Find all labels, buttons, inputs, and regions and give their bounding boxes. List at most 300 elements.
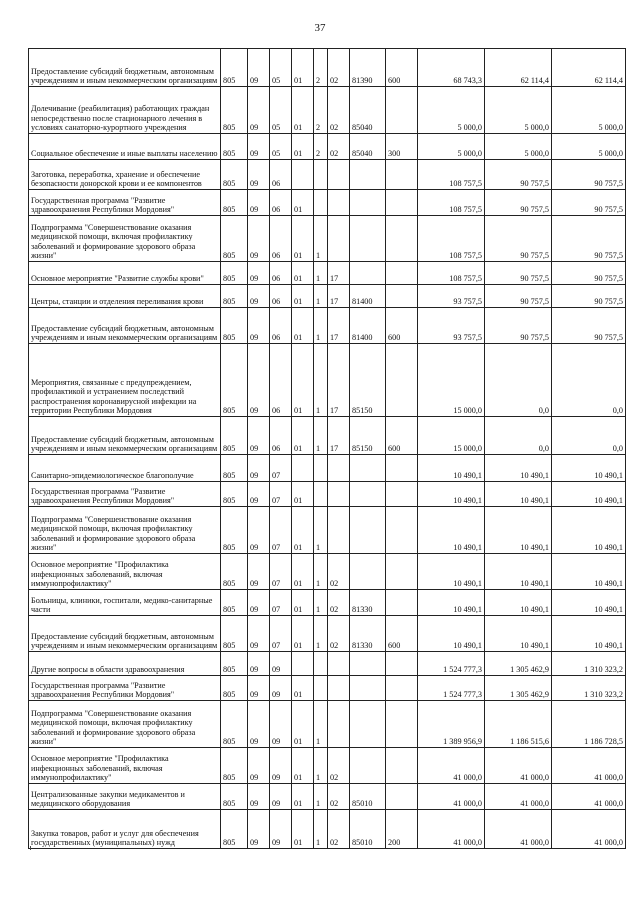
amount-year-1-cell: 10 490,1 xyxy=(418,590,485,616)
amount-year-2-cell: 5 000,0 xyxy=(485,134,552,160)
amount-year-1-cell: 1 524 777,3 xyxy=(418,652,485,676)
subsection-code-cell: 05 xyxy=(270,87,292,134)
program-code-3-cell: 02 xyxy=(328,554,350,590)
section-code-cell: 09 xyxy=(248,308,270,344)
program-code-1-cell: 01 xyxy=(292,748,314,784)
ved-code-cell: 805 xyxy=(221,701,248,748)
expense-type-code-cell xyxy=(386,344,418,417)
name-cell: Центры, станции и отделения переливания крови xyxy=(29,285,221,308)
program-code-4-cell xyxy=(350,676,386,701)
program-code-4-cell xyxy=(350,652,386,676)
table-row xyxy=(29,216,626,262)
name-cell: Предоставление субсидий бюджетным, автономным учреждениям и иным некоммерческим организациям xyxy=(29,417,221,455)
amount-year-1-cell: 68 743,3 xyxy=(418,49,485,87)
program-code-4-cell xyxy=(350,507,386,554)
expense-type-code-cell: 200 xyxy=(386,810,418,849)
ved-code-cell: 805 xyxy=(221,784,248,810)
name-cell: Подпрограмма "Совершенствование оказания медицинской помощи, включая профилактику заболеваний и формирование здорового образа жизни" xyxy=(29,216,221,262)
name-cell: Централизованные закупки медикаментов и медицинского оборудования xyxy=(29,784,221,810)
amount-year-1-cell: 108 757,5 xyxy=(418,262,485,285)
section-code-cell: 09 xyxy=(248,87,270,134)
program-code-1-cell: 01 xyxy=(292,308,314,344)
expense-type-code-cell xyxy=(386,590,418,616)
subsection-code-cell: 06 xyxy=(270,160,292,190)
amount-year-2-cell: 10 490,1 xyxy=(485,507,552,554)
ved-code-cell: 805 xyxy=(221,160,248,190)
program-code-3-cell: 02 xyxy=(328,616,350,652)
amount-year-3-cell: 10 490,1 xyxy=(552,455,626,482)
program-code-4-cell xyxy=(350,262,386,285)
program-code-2-cell: 1 xyxy=(314,784,328,810)
name-cell: Предоставление субсидий бюджетным, автономным учреждениям и иным некоммерческим организациям xyxy=(29,308,221,344)
amount-year-1-cell: 10 490,1 xyxy=(418,554,485,590)
table-row xyxy=(29,308,626,344)
program-code-3-cell xyxy=(328,190,350,216)
program-code-4-cell xyxy=(350,216,386,262)
ved-code-cell: 805 xyxy=(221,285,248,308)
subsection-code-cell: 06 xyxy=(270,308,292,344)
program-code-1-cell: 01 xyxy=(292,216,314,262)
amount-year-2-cell: 41 000,0 xyxy=(485,810,552,849)
section-code-cell: 09 xyxy=(248,784,270,810)
amount-year-3-cell: 0,0 xyxy=(552,344,626,417)
subsection-code-cell: 09 xyxy=(270,748,292,784)
expense-type-code-cell: 600 xyxy=(386,49,418,87)
expense-type-code-cell xyxy=(386,748,418,784)
table-row xyxy=(29,748,626,784)
name-cell: Государственная программа "Развитие здравоохранения Республики Мордовия" xyxy=(29,482,221,507)
name-cell: Долечивание (реабилитация) работающих граждан непосредственно после стационарного лечения в условиях санаторно-курортного учреждения xyxy=(29,87,221,134)
amount-year-3-cell: 1 310 323,2 xyxy=(552,676,626,701)
table-row xyxy=(29,344,626,417)
amount-year-3-cell: 41 000,0 xyxy=(552,784,626,810)
amount-year-1-cell: 93 757,5 xyxy=(418,285,485,308)
program-code-4-cell: 85040 xyxy=(350,87,386,134)
program-code-2-cell: 1 xyxy=(314,748,328,784)
subsection-code-cell: 05 xyxy=(270,49,292,87)
program-code-1-cell: 01 xyxy=(292,417,314,455)
amount-year-1-cell: 10 490,1 xyxy=(418,507,485,554)
program-code-4-cell xyxy=(350,482,386,507)
program-code-2-cell: 1 xyxy=(314,285,328,308)
subsection-code-cell: 07 xyxy=(270,507,292,554)
subsection-code-cell: 09 xyxy=(270,784,292,810)
name-cell: Другие вопросы в области здравоохранения xyxy=(29,652,221,676)
table-row xyxy=(29,507,626,554)
program-code-4-cell: 85150 xyxy=(350,344,386,417)
ved-code-cell: 805 xyxy=(221,676,248,701)
amount-year-1-cell: 93 757,5 xyxy=(418,308,485,344)
amount-year-2-cell: 10 490,1 xyxy=(485,554,552,590)
section-code-cell: 09 xyxy=(248,344,270,417)
program-code-3-cell xyxy=(328,652,350,676)
program-code-1-cell: 01 xyxy=(292,87,314,134)
program-code-4-cell xyxy=(350,748,386,784)
section-code-cell: 09 xyxy=(248,285,270,308)
ved-code-cell: 805 xyxy=(221,134,248,160)
subsection-code-cell: 05 xyxy=(270,134,292,160)
name-cell: Подпрограмма "Совершенствование оказания медицинской помощи, включая профилактику заболеваний и формирование здорового образа жизни" xyxy=(29,507,221,554)
program-code-3-cell: 17 xyxy=(328,262,350,285)
amount-year-3-cell: 62 114,4 xyxy=(552,49,626,87)
subsection-code-cell: 06 xyxy=(270,262,292,285)
program-code-1-cell: 01 xyxy=(292,676,314,701)
subsection-code-cell: 06 xyxy=(270,190,292,216)
program-code-1-cell: 01 xyxy=(292,784,314,810)
expense-type-code-cell xyxy=(386,262,418,285)
subsection-code-cell: 07 xyxy=(270,554,292,590)
program-code-1-cell: 01 xyxy=(292,190,314,216)
expense-type-code-cell xyxy=(386,784,418,810)
amount-year-1-cell: 5 000,0 xyxy=(418,87,485,134)
program-code-4-cell: 81330 xyxy=(350,590,386,616)
name-cell: Основное мероприятие "Профилактика инфекционных заболеваний, включая иммунопрофилактику" xyxy=(29,554,221,590)
amount-year-2-cell: 41 000,0 xyxy=(485,748,552,784)
ved-code-cell: 805 xyxy=(221,190,248,216)
expense-type-code-cell: 600 xyxy=(386,417,418,455)
program-code-2-cell: 1 xyxy=(314,308,328,344)
subsection-code-cell: 07 xyxy=(270,455,292,482)
ved-code-cell: 805 xyxy=(221,455,248,482)
ved-code-cell: 805 xyxy=(221,554,248,590)
amount-year-3-cell: 10 490,1 xyxy=(552,507,626,554)
amount-year-2-cell: 10 490,1 xyxy=(485,455,552,482)
program-code-3-cell: 02 xyxy=(328,810,350,849)
program-code-3-cell: 02 xyxy=(328,748,350,784)
name-cell: Социальное обеспечение и иные выплаты населению xyxy=(29,134,221,160)
amount-year-3-cell: 10 490,1 xyxy=(552,590,626,616)
program-code-1-cell xyxy=(292,455,314,482)
program-code-2-cell: 2 xyxy=(314,87,328,134)
table-row xyxy=(29,616,626,652)
section-code-cell: 09 xyxy=(248,590,270,616)
program-code-4-cell: 85040 xyxy=(350,134,386,160)
table-row xyxy=(29,554,626,590)
ved-code-cell: 805 xyxy=(221,49,248,87)
table-row xyxy=(29,784,626,810)
amount-year-1-cell: 5 000,0 xyxy=(418,134,485,160)
expense-type-code-cell: 600 xyxy=(386,308,418,344)
program-code-3-cell: 02 xyxy=(328,590,350,616)
amount-year-2-cell: 1 186 515,6 xyxy=(485,701,552,748)
program-code-2-cell: 1 xyxy=(314,554,328,590)
amount-year-2-cell: 62 114,4 xyxy=(485,49,552,87)
subsection-code-cell: 06 xyxy=(270,285,292,308)
program-code-1-cell: 01 xyxy=(292,616,314,652)
section-code-cell: 09 xyxy=(248,616,270,652)
expense-type-code-cell: 300 xyxy=(386,134,418,160)
table-row xyxy=(29,49,626,87)
program-code-1-cell: 01 xyxy=(292,590,314,616)
program-code-3-cell: 17 xyxy=(328,417,350,455)
program-code-4-cell: 81400 xyxy=(350,308,386,344)
program-code-2-cell: 1 xyxy=(314,590,328,616)
program-code-2-cell xyxy=(314,676,328,701)
subsection-code-cell: 07 xyxy=(270,590,292,616)
section-code-cell: 09 xyxy=(248,507,270,554)
program-code-1-cell: 01 xyxy=(292,810,314,849)
program-code-4-cell: 81390 xyxy=(350,49,386,87)
program-code-2-cell: 1 xyxy=(314,262,328,285)
amount-year-1-cell: 41 000,0 xyxy=(418,810,485,849)
program-code-2-cell: 2 xyxy=(314,49,328,87)
program-code-1-cell: 01 xyxy=(292,134,314,160)
ved-code-cell: 805 xyxy=(221,616,248,652)
amount-year-3-cell: 1 186 728,5 xyxy=(552,701,626,748)
section-code-cell: 09 xyxy=(248,554,270,590)
amount-year-2-cell: 10 490,1 xyxy=(485,616,552,652)
section-code-cell: 09 xyxy=(248,810,270,849)
expense-type-code-cell xyxy=(386,160,418,190)
program-code-3-cell xyxy=(328,160,350,190)
name-cell: Основное мероприятие "Развитие службы крови" xyxy=(29,262,221,285)
program-code-3-cell xyxy=(328,216,350,262)
amount-year-2-cell: 90 757,5 xyxy=(485,262,552,285)
ved-code-cell: 805 xyxy=(221,652,248,676)
program-code-3-cell xyxy=(328,676,350,701)
program-code-4-cell xyxy=(350,190,386,216)
ved-code-cell: 805 xyxy=(221,308,248,344)
expense-type-code-cell xyxy=(386,652,418,676)
subsection-code-cell: 06 xyxy=(270,344,292,417)
section-code-cell: 09 xyxy=(248,482,270,507)
program-code-2-cell: 1 xyxy=(314,616,328,652)
amount-year-2-cell: 90 757,5 xyxy=(485,285,552,308)
ved-code-cell: 805 xyxy=(221,262,248,285)
amount-year-3-cell: 90 757,5 xyxy=(552,308,626,344)
name-cell: Заготовка, переработка, хранение и обеспечение безопасности донорской крови и ее компонентов xyxy=(29,160,221,190)
amount-year-2-cell: 90 757,5 xyxy=(485,160,552,190)
program-code-1-cell: 01 xyxy=(292,285,314,308)
ved-code-cell: 805 xyxy=(221,482,248,507)
program-code-1-cell: 01 xyxy=(292,507,314,554)
table-row xyxy=(29,676,626,701)
amount-year-2-cell: 5 000,0 xyxy=(485,87,552,134)
program-code-2-cell xyxy=(314,482,328,507)
expense-type-code-cell xyxy=(386,455,418,482)
program-code-3-cell: 17 xyxy=(328,308,350,344)
name-cell: Основное мероприятие "Профилактика инфекционных заболеваний, включая иммунопрофилактику" xyxy=(29,748,221,784)
ved-code-cell: 805 xyxy=(221,216,248,262)
program-code-3-cell: 02 xyxy=(328,49,350,87)
expense-type-code-cell xyxy=(386,87,418,134)
section-code-cell: 09 xyxy=(248,652,270,676)
amount-year-2-cell: 10 490,1 xyxy=(485,590,552,616)
expense-type-code-cell xyxy=(386,285,418,308)
name-cell: Закупка товаров, работ и услуг для обеспечения государственных (муниципальных) нужд xyxy=(29,810,221,849)
program-code-2-cell xyxy=(314,652,328,676)
amount-year-3-cell: 41 000,0 xyxy=(552,748,626,784)
program-code-4-cell: 85010 xyxy=(350,810,386,849)
name-cell: Государственная программа "Развитие здравоохранения Республики Мордовия" xyxy=(29,190,221,216)
expense-type-code-cell xyxy=(386,676,418,701)
ved-code-cell: 805 xyxy=(221,590,248,616)
section-code-cell: 09 xyxy=(248,417,270,455)
amount-year-2-cell: 1 305 462,9 xyxy=(485,676,552,701)
table-row xyxy=(29,87,626,134)
amount-year-2-cell: 0,0 xyxy=(485,417,552,455)
program-code-4-cell: 81330 xyxy=(350,616,386,652)
program-code-4-cell: 81400 xyxy=(350,285,386,308)
program-code-2-cell: 1 xyxy=(314,216,328,262)
program-code-4-cell xyxy=(350,554,386,590)
expense-type-code-cell: 600 xyxy=(386,616,418,652)
subsection-code-cell: 07 xyxy=(270,482,292,507)
table-body xyxy=(29,49,626,849)
program-code-1-cell: 01 xyxy=(292,344,314,417)
section-code-cell: 09 xyxy=(248,216,270,262)
name-cell: Предоставление субсидий бюджетным, автономным учреждениям и иным некоммерческим организациям xyxy=(29,49,221,87)
section-code-cell: 09 xyxy=(248,455,270,482)
amount-year-1-cell: 15 000,0 xyxy=(418,344,485,417)
ved-code-cell: 805 xyxy=(221,748,248,784)
name-cell: Подпрограмма "Совершенствование оказания медицинской помощи, включая профилактику заболеваний и формирование здорового образа жизни" xyxy=(29,701,221,748)
subsection-code-cell: 09 xyxy=(270,652,292,676)
table-row xyxy=(29,417,626,455)
program-code-2-cell: 2 xyxy=(314,134,328,160)
program-code-1-cell xyxy=(292,160,314,190)
program-code-2-cell: 1 xyxy=(314,417,328,455)
amount-year-1-cell: 108 757,5 xyxy=(418,216,485,262)
amount-year-1-cell: 10 490,1 xyxy=(418,455,485,482)
table-row xyxy=(29,455,626,482)
page-number: 37 xyxy=(314,22,326,34)
section-code-cell: 09 xyxy=(248,160,270,190)
amount-year-2-cell: 41 000,0 xyxy=(485,784,552,810)
ved-code-cell: 805 xyxy=(221,810,248,849)
program-code-1-cell xyxy=(292,652,314,676)
program-code-2-cell xyxy=(314,160,328,190)
table-row xyxy=(29,285,626,308)
amount-year-2-cell: 1 305 462,9 xyxy=(485,652,552,676)
expense-type-code-cell xyxy=(386,482,418,507)
amount-year-1-cell: 1 389 956,9 xyxy=(418,701,485,748)
program-code-3-cell: 02 xyxy=(328,784,350,810)
table-row xyxy=(29,482,626,507)
amount-year-3-cell: 41 000,0 xyxy=(552,810,626,849)
amount-year-3-cell: 0,0 xyxy=(552,417,626,455)
amount-year-3-cell: 90 757,5 xyxy=(552,190,626,216)
program-code-2-cell xyxy=(314,190,328,216)
program-code-3-cell xyxy=(328,482,350,507)
program-code-3-cell xyxy=(328,507,350,554)
amount-year-1-cell: 108 757,5 xyxy=(418,190,485,216)
section-code-cell: 09 xyxy=(248,134,270,160)
name-cell: Больницы, клиники, госпитали, медико-санитарные части xyxy=(29,590,221,616)
program-code-3-cell xyxy=(328,455,350,482)
table-row xyxy=(29,160,626,190)
amount-year-1-cell: 10 490,1 xyxy=(418,616,485,652)
amount-year-2-cell: 90 757,5 xyxy=(485,190,552,216)
table-row xyxy=(29,262,626,285)
name-cell: Санитарно-эпидемиологическое благополучие xyxy=(29,455,221,482)
program-code-4-cell xyxy=(350,160,386,190)
subsection-code-cell: 06 xyxy=(270,216,292,262)
amount-year-1-cell: 10 490,1 xyxy=(418,482,485,507)
amount-year-3-cell: 1 310 323,2 xyxy=(552,652,626,676)
amount-year-3-cell: 10 490,1 xyxy=(552,482,626,507)
ved-code-cell: 805 xyxy=(221,507,248,554)
program-code-1-cell: 01 xyxy=(292,701,314,748)
amount-year-1-cell: 15 000,0 xyxy=(418,417,485,455)
amount-year-3-cell: 5 000,0 xyxy=(552,134,626,160)
program-code-1-cell: 01 xyxy=(292,482,314,507)
program-code-3-cell: 02 xyxy=(328,134,350,160)
program-code-4-cell xyxy=(350,455,386,482)
program-code-2-cell: 1 xyxy=(314,810,328,849)
amount-year-2-cell: 90 757,5 xyxy=(485,308,552,344)
amount-year-3-cell: 90 757,5 xyxy=(552,160,626,190)
amount-year-3-cell: 90 757,5 xyxy=(552,262,626,285)
ved-code-cell: 805 xyxy=(221,344,248,417)
ved-code-cell: 805 xyxy=(221,417,248,455)
amount-year-3-cell: 90 757,5 xyxy=(552,216,626,262)
name-cell: Предоставление субсидий бюджетным, автономным учреждениям и иным некоммерческим организациям xyxy=(29,616,221,652)
program-code-4-cell: 85150 xyxy=(350,417,386,455)
program-code-2-cell: 1 xyxy=(314,507,328,554)
program-code-2-cell: 1 xyxy=(314,344,328,417)
subsection-code-cell: 09 xyxy=(270,701,292,748)
name-cell: Государственная программа "Развитие здравоохранения Республики Мордовия" xyxy=(29,676,221,701)
ved-code-cell: 805 xyxy=(221,87,248,134)
subsection-code-cell: 06 xyxy=(270,417,292,455)
amount-year-2-cell: 90 757,5 xyxy=(485,216,552,262)
program-code-3-cell: 17 xyxy=(328,344,350,417)
program-code-3-cell xyxy=(328,701,350,748)
section-code-cell: 09 xyxy=(248,701,270,748)
program-code-3-cell: 17 xyxy=(328,285,350,308)
table-row xyxy=(29,810,626,849)
program-code-4-cell: 85010 xyxy=(350,784,386,810)
expense-type-code-cell xyxy=(386,190,418,216)
table-row xyxy=(29,134,626,160)
program-code-1-cell: 01 xyxy=(292,49,314,87)
subsection-code-cell: 09 xyxy=(270,676,292,701)
program-code-4-cell xyxy=(350,701,386,748)
program-code-2-cell: 1 xyxy=(314,701,328,748)
expense-type-code-cell xyxy=(386,507,418,554)
program-code-1-cell: 01 xyxy=(292,262,314,285)
name-cell: Мероприятия, связанные с предупреждением, профилактикой и устранением последствий распространения коронавирусной инфекции на территории Республики Мордовия xyxy=(29,344,221,417)
program-code-1-cell: 01 xyxy=(292,554,314,590)
amount-year-3-cell: 10 490,1 xyxy=(552,554,626,590)
amount-year-2-cell: 0,0 xyxy=(485,344,552,417)
amount-year-2-cell: 10 490,1 xyxy=(485,482,552,507)
table-row xyxy=(29,190,626,216)
section-code-cell: 09 xyxy=(248,676,270,701)
amount-year-1-cell: 41 000,0 xyxy=(418,784,485,810)
amount-year-1-cell: 41 000,0 xyxy=(418,748,485,784)
expense-type-code-cell xyxy=(386,216,418,262)
amount-year-3-cell: 10 490,1 xyxy=(552,616,626,652)
budget-table xyxy=(28,48,626,849)
program-code-2-cell xyxy=(314,455,328,482)
program-code-3-cell: 02 xyxy=(328,87,350,134)
expense-type-code-cell xyxy=(386,701,418,748)
table-row xyxy=(29,590,626,616)
table-row xyxy=(29,652,626,676)
amount-year-1-cell: 108 757,5 xyxy=(418,160,485,190)
section-code-cell: 09 xyxy=(248,262,270,285)
subsection-code-cell: 07 xyxy=(270,616,292,652)
section-code-cell: 09 xyxy=(248,748,270,784)
section-code-cell: 09 xyxy=(248,49,270,87)
section-code-cell: 09 xyxy=(248,190,270,216)
amount-year-3-cell: 90 757,5 xyxy=(552,285,626,308)
table-row xyxy=(29,701,626,748)
subsection-code-cell: 09 xyxy=(270,810,292,849)
expense-type-code-cell xyxy=(386,554,418,590)
